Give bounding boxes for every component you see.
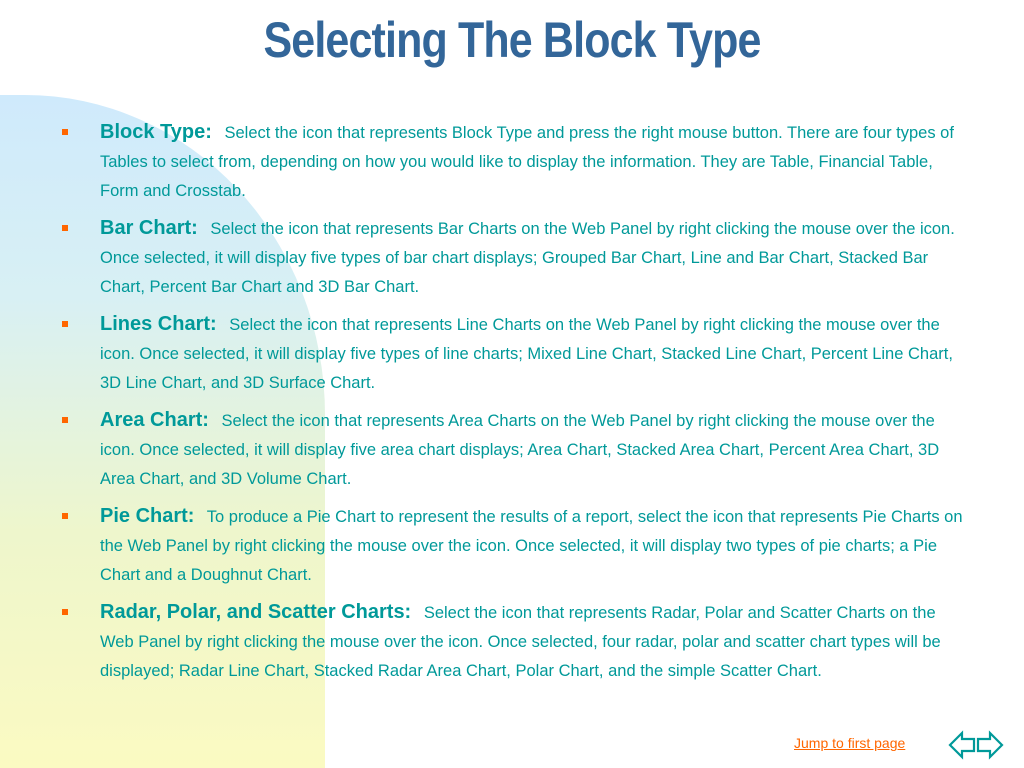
list-item [60, 214, 970, 302]
bullet-heading: Block Type: [100, 121, 212, 143]
bullet-text: Select the icon that represents Bar Charts on the Web Panel by right clicking the mouse over the icon. Once selected, it will display five types of bar chart displays; Grouped Bar Chart, Line and Bar Chart, Stacked Bar Chart, Percent Bar Chart and 3D Bar Chart. [100, 220, 955, 296]
list-item [60, 598, 970, 686]
list-item [60, 406, 970, 494]
bullet-square-icon [62, 225, 68, 231]
bullet-heading: Bar Chart: [100, 217, 198, 239]
bullet-square-icon [62, 417, 68, 423]
bullet-text: Select the icon that represents Area Charts on the Web Panel by right clicking the mouse over the icon. Once selected, it will display five area chart displays; Area Chart, Stacked Area Chart, Percent Area Chart, 3D Area Chart, and 3D Volume Chart. [100, 412, 940, 488]
list-item [60, 310, 970, 398]
bullet-text: Select the icon that represents Radar, Polar and Scatter Charts on the Web Panel by right clicking the mouse over the icon. Once selected, four radar, polar and scatter chart types will be displayed; Radar Line Chart, Stacked Radar Area Chart, Polar Chart, and the simple Scatter Chart. [100, 604, 941, 680]
list-item [60, 118, 970, 206]
bullet-text: Select the icon that represents Block Type and press the right mouse button. There are four types of Tables to select from, depending on how you would like to display the information. They are Table, Financial Table, Form and Crosstab. [100, 124, 954, 200]
list-item [60, 502, 970, 590]
bullet-square-icon [62, 609, 68, 615]
prev-next-arrows-icon[interactable] [948, 728, 1004, 762]
bullet-heading: Radar, Polar, and Scatter Charts: [100, 601, 412, 623]
bullet-heading: Pie Chart: [100, 505, 195, 527]
bullet-square-icon [62, 513, 68, 519]
bullet-heading: Lines Chart: [100, 313, 217, 335]
jump-to-first-page-link[interactable]: Jump to first page [794, 735, 906, 751]
bullet-square-icon [62, 321, 68, 327]
bullet-text: Select the icon that represents Line Charts on the Web Panel by right clicking the mouse over the icon. Once selected, it will display five types of line charts; Mixed Line Chart, Stacked Line Chart, Percent Line Chart, 3D Line Chart, and 3D Surface Chart. [100, 316, 953, 392]
page-title: Selecting The Block Type [263, 12, 761, 68]
bullet-list [60, 118, 970, 694]
bullet-heading: Area Chart: [100, 409, 209, 431]
bullet-text: To produce a Pie Chart to represent the results of a report, select the icon that represents Pie Charts on the Web Panel by right clicking the mouse over the icon. Once selected, it will display two types of pie charts; a Pie Chart and a Doughnut Chart. [100, 508, 963, 584]
bullet-square-icon [62, 129, 68, 135]
